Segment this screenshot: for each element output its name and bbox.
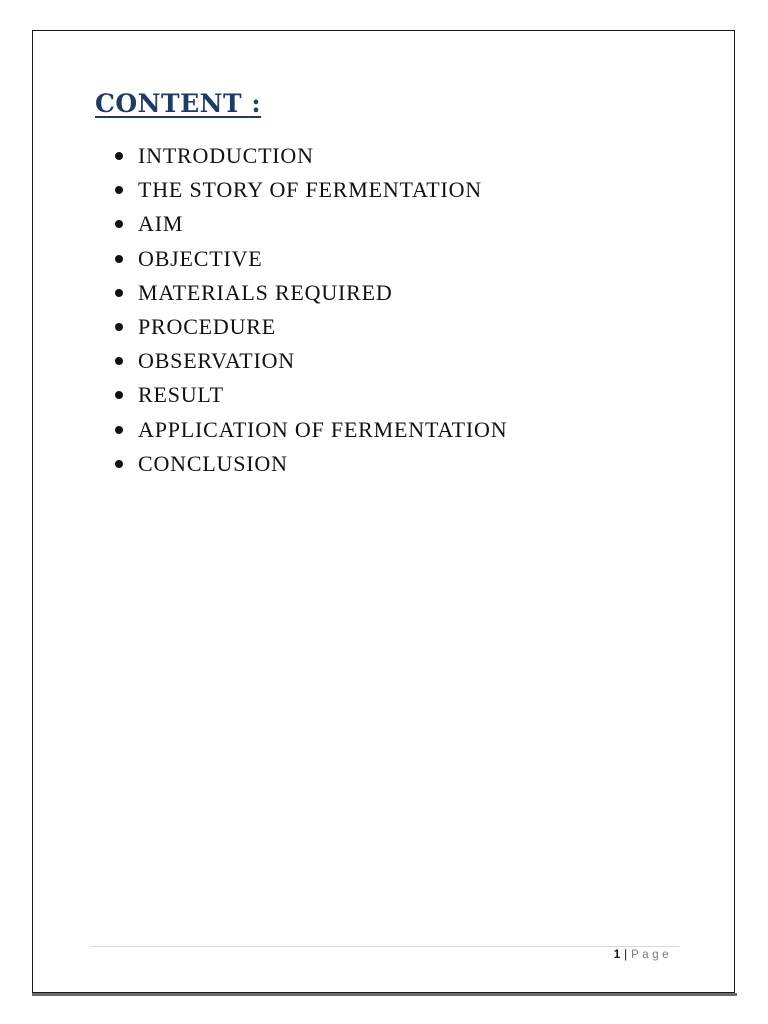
list-item-label: PROCEDURE xyxy=(138,314,276,340)
list-item xyxy=(115,276,507,310)
footer-divider xyxy=(91,946,679,947)
bullet-icon xyxy=(115,186,123,194)
list-item xyxy=(115,139,507,173)
bullet-icon xyxy=(115,426,123,434)
bullet-icon xyxy=(115,152,123,160)
bullet-icon xyxy=(115,391,123,399)
bullet-icon xyxy=(115,255,123,263)
contents-heading: CONTENT : xyxy=(95,89,262,118)
list-item-label: AIM xyxy=(138,211,184,237)
document-page xyxy=(32,30,735,993)
list-item-label: INTRODUCTION xyxy=(138,143,314,169)
list-item-label: OBSERVATION xyxy=(138,348,295,374)
contents-list xyxy=(115,139,507,481)
list-item-label: THE STORY OF FERMENTATION xyxy=(138,177,482,203)
list-item xyxy=(115,310,507,344)
list-item-label: APPLICATION OF FERMENTATION xyxy=(138,416,508,442)
list-item xyxy=(115,447,507,481)
list-item-label: CONCLUSION xyxy=(138,450,288,476)
footer-separator: | xyxy=(624,949,628,961)
page-footer xyxy=(614,949,672,961)
list-item xyxy=(115,413,507,447)
list-item xyxy=(115,378,507,412)
page-number: 1 xyxy=(613,949,621,961)
list-item xyxy=(115,173,507,207)
page-label: Page xyxy=(631,949,672,961)
page-bottom-edge xyxy=(32,993,737,996)
list-item xyxy=(115,344,507,378)
list-item xyxy=(115,242,507,276)
bullet-icon xyxy=(115,289,123,297)
bullet-icon xyxy=(115,220,123,228)
bullet-icon xyxy=(115,357,123,365)
list-item-label: OBJECTIVE xyxy=(138,245,263,271)
list-item-label: MATERIALS REQUIRED xyxy=(138,279,393,305)
list-item-label: RESULT xyxy=(138,382,224,408)
bullet-icon xyxy=(115,460,123,468)
bullet-icon xyxy=(115,323,123,331)
list-item xyxy=(115,207,507,241)
